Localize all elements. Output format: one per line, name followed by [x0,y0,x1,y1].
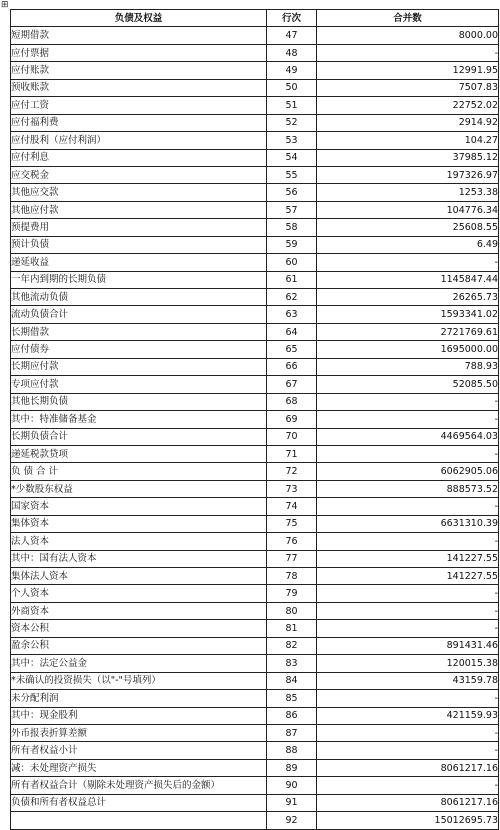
row-amount[interactable]: 7507.83 [317,79,499,96]
row-line-number[interactable]: 71 [267,445,317,462]
row-amount[interactable]: 1593341.02 [317,306,499,323]
row-item-name[interactable]: 流动负债合计 [11,306,267,323]
table-row [11,794,499,811]
row-line-number[interactable]: 69 [267,411,317,428]
row-item-name[interactable]: 长期负债合计 [11,428,267,445]
row-item-name[interactable]: 外商资本 [11,602,267,619]
table-row [11,672,499,689]
row-line-number[interactable]: 91 [267,794,317,811]
table-row [11,724,499,741]
row-line-number[interactable]: 77 [267,550,317,567]
row-line-number[interactable]: 90 [267,777,317,794]
row-line-number[interactable]: 84 [267,672,317,689]
row-line-number[interactable]: 62 [267,289,317,306]
row-line-number[interactable]: 86 [267,707,317,724]
table-row [11,428,499,445]
table-row [11,219,499,236]
row-amount[interactable]: 8000.00 [317,27,499,44]
row-line-number[interactable]: 78 [267,568,317,585]
row-amount[interactable]: 15012695.73 [317,812,499,829]
table-row [11,27,499,44]
row-item-name[interactable]: 法人资本 [11,533,267,550]
row-item-name[interactable]: 其中：现金股利 [11,707,267,724]
row-item-name[interactable]: 递延收益 [11,254,267,271]
row-line-number[interactable]: 87 [267,724,317,741]
table-row [11,777,499,794]
table-row [11,289,499,306]
row-amount[interactable]: - [317,498,499,515]
table-row [11,568,499,585]
row-amount[interactable]: 141227.55 [317,550,499,567]
row-line-number[interactable]: 82 [267,637,317,654]
row-item-name[interactable]: 其他应交款 [11,184,267,201]
table-row [11,602,499,619]
row-line-number[interactable]: 88 [267,742,317,759]
row-amount[interactable]: 25608.55 [317,219,499,236]
row-line-number[interactable]: 75 [267,515,317,532]
table-row [11,97,499,114]
table-row [11,742,499,759]
row-line-number[interactable]: 57 [267,201,317,218]
table-row [11,463,499,480]
row-item-name[interactable]: 长期借款 [11,323,267,340]
table-row [11,166,499,183]
row-item-name[interactable]: 应付福利费 [11,114,267,131]
table-row [11,254,499,271]
row-amount[interactable]: 26265.73 [317,289,499,306]
row-amount[interactable]: 1145847.44 [317,271,499,288]
row-amount[interactable]: 104776.34 [317,201,499,218]
cell-anchor-icon: ⊞ [1,0,9,10]
row-line-number[interactable]: 72 [267,463,317,480]
row-item-name[interactable]: 资本公积 [11,620,267,637]
row-amount[interactable]: 888573.52 [317,480,499,497]
row-line-number[interactable]: 67 [267,376,317,393]
row-amount[interactable]: 2914.92 [317,114,499,131]
row-item-name[interactable]: 未分配利润 [11,690,267,707]
row-item-name[interactable]: 盈余公积 [11,637,267,654]
table-row [11,236,499,253]
row-item-name[interactable]: 一年内到期的长期负债 [11,271,267,288]
table-row [11,358,499,375]
table-row [11,480,499,497]
header-name: 负债及权益 [11,10,267,27]
row-line-number[interactable]: 66 [267,358,317,375]
row-line-number[interactable]: 74 [267,498,317,515]
row-amount[interactable]: 421159.93 [317,707,499,724]
table-row [11,411,499,428]
row-amount[interactable]: 1695000.00 [317,341,499,358]
row-line-number[interactable]: 80 [267,602,317,619]
row-amount[interactable]: - [317,602,499,619]
row-line-number[interactable]: 50 [267,79,317,96]
header-row [11,10,499,27]
table-row [11,620,499,637]
row-line-number[interactable]: 73 [267,480,317,497]
row-item-name[interactable]: 应付股利（应付利润） [11,132,267,149]
row-line-number[interactable]: 52 [267,114,317,131]
row-item-name[interactable]: 预收账款 [11,79,267,96]
table-row [11,62,499,79]
row-amount[interactable]: - [317,585,499,602]
row-item-name[interactable]: 个人资本 [11,585,267,602]
table-row [11,445,499,462]
row-line-number[interactable]: 55 [267,166,317,183]
row-line-number[interactable]: 58 [267,219,317,236]
row-line-number[interactable]: 83 [267,655,317,672]
row-amount[interactable]: 197326.97 [317,166,499,183]
row-amount[interactable]: 6.49 [317,236,499,253]
table-row [11,114,499,131]
row-line-number[interactable]: 48 [267,44,317,61]
table-body [11,27,499,829]
table-row [11,515,499,532]
row-item-name[interactable]: 长期应付款 [11,358,267,375]
table-row [11,533,499,550]
row-item-name[interactable]: 负 债 合 计 [11,463,267,480]
row-line-number[interactable]: 68 [267,393,317,410]
table-row [11,393,499,410]
row-line-number[interactable]: 51 [267,97,317,114]
table-row [11,812,499,829]
row-amount[interactable]: 6631310.39 [317,515,499,532]
row-amount[interactable]: 2721769.61 [317,323,499,340]
table-row [11,323,499,340]
row-amount[interactable]: - [317,777,499,794]
row-item-name[interactable]: 应付债券 [11,341,267,358]
table-row [11,201,499,218]
row-item-name[interactable]: 应付票据 [11,44,267,61]
row-line-number[interactable]: 65 [267,341,317,358]
row-item-name[interactable]: 其中：特准储备基金 [11,411,267,428]
row-amount[interactable]: - [317,445,499,462]
table-row [11,707,499,724]
header-amount: 合并数 [317,10,499,27]
row-amount[interactable]: - [317,254,499,271]
row-amount[interactable]: - [317,620,499,637]
row-line-number[interactable]: 64 [267,323,317,340]
row-amount[interactable]: 12991.95 [317,62,499,79]
row-amount[interactable]: 22752.02 [317,97,499,114]
row-item-name[interactable]: 应付工资 [11,97,267,114]
row-item-name[interactable]: 外币报表折算差额 [11,724,267,741]
row-line-number[interactable]: 49 [267,62,317,79]
row-item-name[interactable]: 短期借款 [11,27,267,44]
row-line-number[interactable]: 54 [267,149,317,166]
row-amount[interactable]: 1253.38 [317,184,499,201]
row-line-number[interactable]: 53 [267,132,317,149]
row-item-name[interactable]: 专项应付款 [11,376,267,393]
row-line-number[interactable]: 59 [267,236,317,253]
row-line-number[interactable]: 85 [267,690,317,707]
table-row [11,44,499,61]
table-row [11,341,499,358]
row-line-number[interactable]: 70 [267,428,317,445]
row-item-name[interactable]: 预计负债 [11,236,267,253]
row-amount[interactable]: - [317,690,499,707]
row-amount[interactable]: 141227.55 [317,568,499,585]
row-item-name[interactable]: 其他长期负债 [11,393,267,410]
row-item-name[interactable]: 国家资本 [11,498,267,515]
table-row [11,498,499,515]
row-amount[interactable]: - [317,742,499,759]
row-amount[interactable]: 37985.12 [317,149,499,166]
row-amount[interactable]: 8061217.16 [317,794,499,811]
row-amount[interactable]: - [317,724,499,741]
row-line-number[interactable]: 56 [267,184,317,201]
row-line-number[interactable]: 81 [267,620,317,637]
row-amount[interactable]: 104.27 [317,132,499,149]
table-row [11,637,499,654]
row-amount[interactable]: - [317,393,499,410]
table-row [11,759,499,776]
row-item-name[interactable]: *少数股东权益 [11,480,267,497]
row-item-name[interactable]: 其中：国有法人资本 [11,550,267,567]
row-item-name[interactable]: 其他应付款 [11,201,267,218]
table-row [11,132,499,149]
row-item-name[interactable]: 集体资本 [11,515,267,532]
table-row [11,550,499,567]
row-amount[interactable]: 120015.38 [317,655,499,672]
row-item-name[interactable]: 其中：法定公益金 [11,655,267,672]
row-item-name[interactable]: 应付账款 [11,62,267,79]
row-item-name[interactable]: 递延税款贷项 [11,445,267,462]
row-amount[interactable]: - [317,44,499,61]
table-row [11,184,499,201]
row-item-name[interactable]: 其他流动负债 [11,289,267,306]
row-amount[interactable]: - [317,411,499,428]
row-item-name[interactable]: 所有者权益合计（剔除未处理资产损失后的金额） [11,777,267,794]
row-amount[interactable]: 6062905.06 [317,463,499,480]
table-row [11,149,499,166]
table-row [11,306,499,323]
table-row [11,271,499,288]
row-item-name[interactable]: 应付利息 [11,149,267,166]
table-row [11,690,499,707]
row-item-name[interactable]: *未确认的投资损失（以"-"号填列） [11,672,267,689]
row-line-number[interactable]: 76 [267,533,317,550]
row-line-number[interactable]: 79 [267,585,317,602]
row-amount[interactable]: 4469564.03 [317,428,499,445]
row-amount[interactable]: 52085.50 [317,376,499,393]
row-item-name[interactable]: 应交税金 [11,166,267,183]
table-row [11,376,499,393]
table-row [11,585,499,602]
row-item-name[interactable]: 负债和所有者权益总计 [11,794,267,811]
table-row [11,79,499,96]
row-item-name[interactable]: 集体法人资本 [11,568,267,585]
row-line-number[interactable]: 47 [267,27,317,44]
row-item-name[interactable]: 减：未处理资产损失 [11,759,267,776]
row-amount[interactable]: 8061217.16 [317,759,499,776]
row-item-name[interactable] [11,812,267,829]
row-amount[interactable]: - [317,533,499,550]
row-item-name[interactable]: 所有者权益小计 [11,742,267,759]
row-line-number[interactable]: 60 [267,254,317,271]
row-amount[interactable]: 788.93 [317,358,499,375]
row-line-number[interactable]: 89 [267,759,317,776]
row-line-number[interactable]: 92 [267,812,317,829]
row-amount[interactable]: 43159.78 [317,672,499,689]
row-line-number[interactable]: 61 [267,271,317,288]
row-amount[interactable]: 891431.46 [317,637,499,654]
row-line-number[interactable]: 63 [267,306,317,323]
header-line: 行次 [267,10,317,27]
table-row [11,655,499,672]
row-item-name[interactable]: 预提费用 [11,219,267,236]
balance-sheet-table [10,9,499,830]
